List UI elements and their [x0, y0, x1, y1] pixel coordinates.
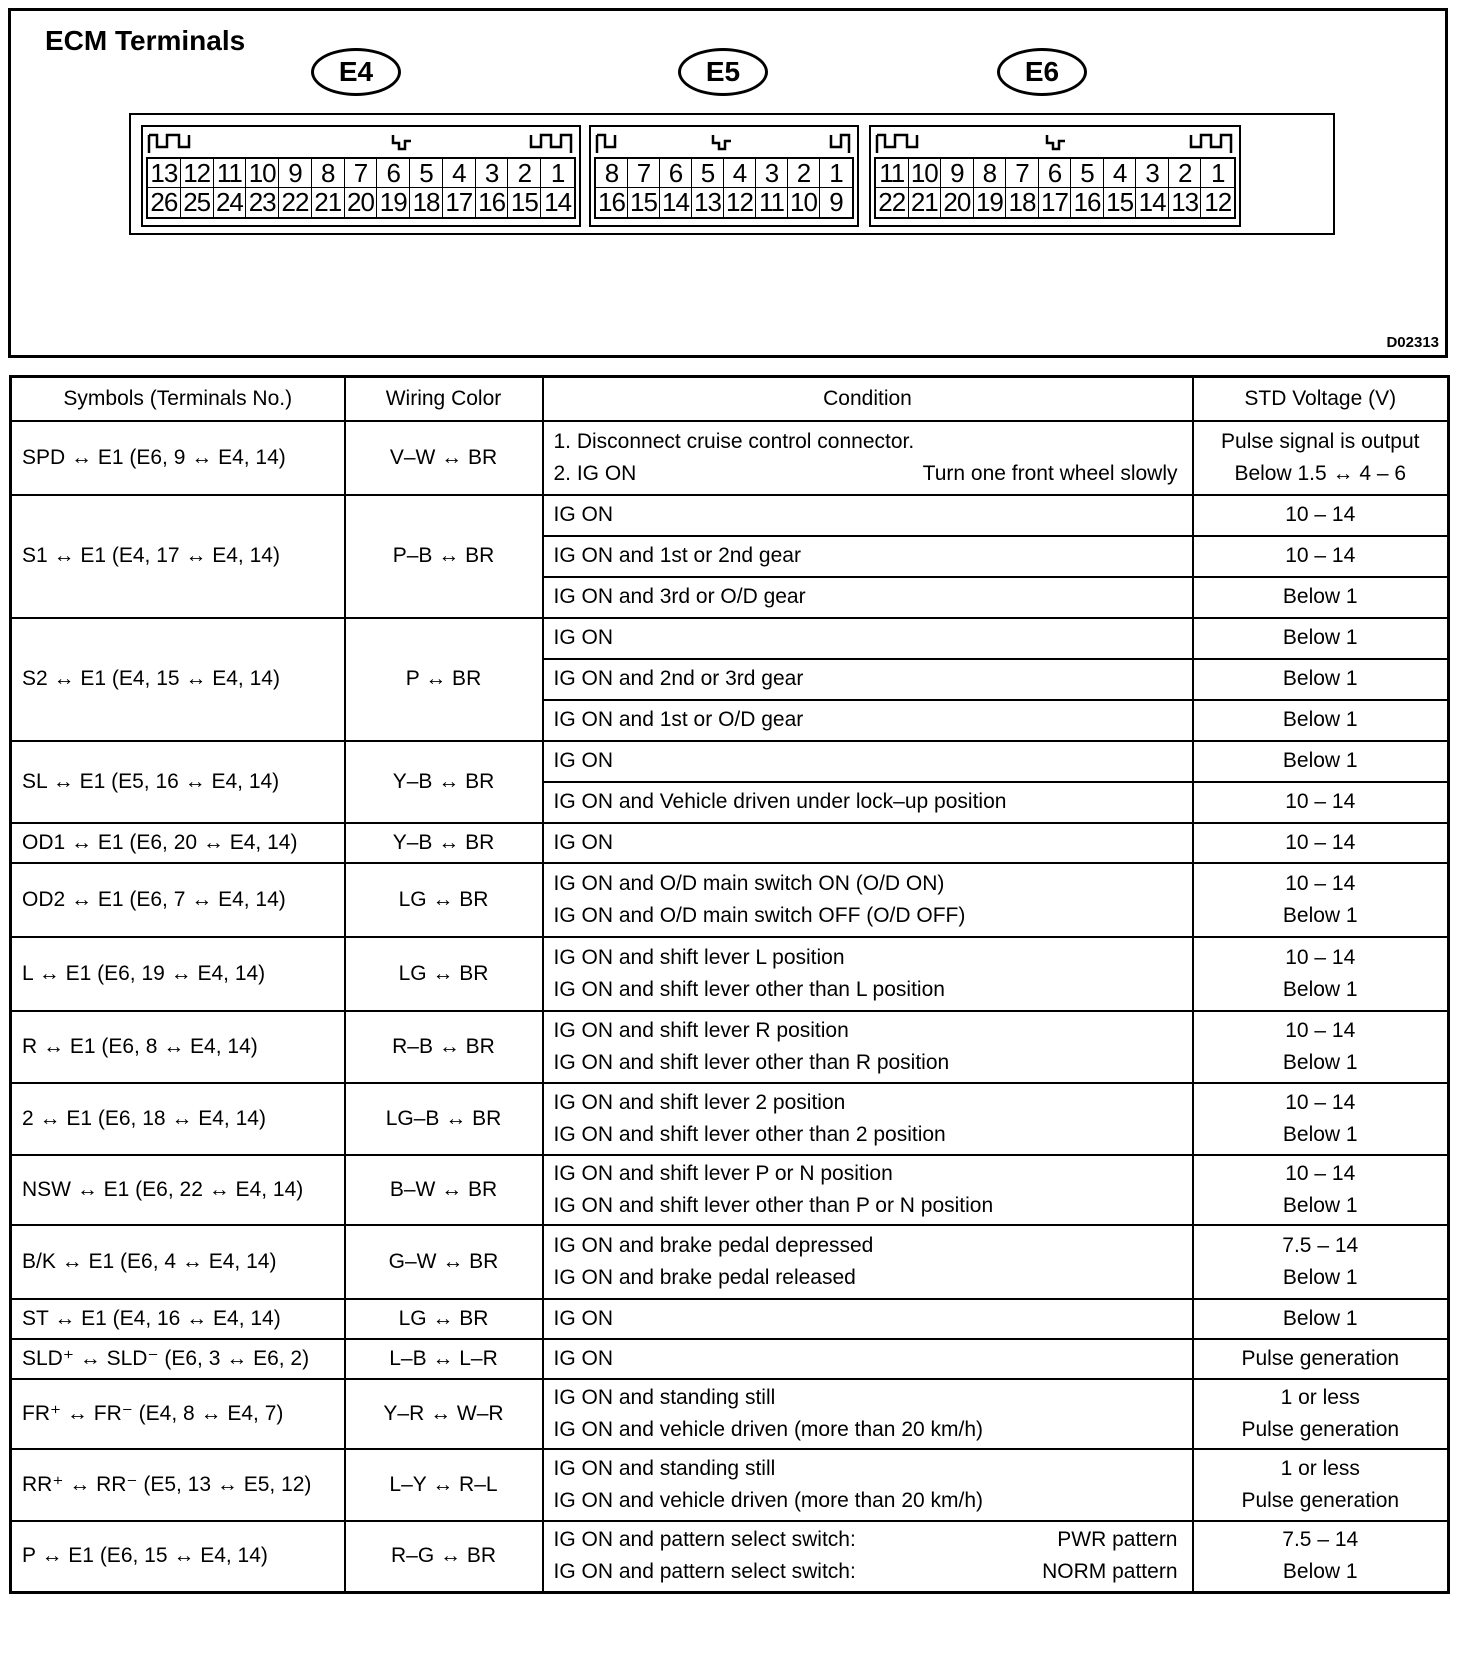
- pin-number: 23: [246, 188, 279, 217]
- std-voltage-value: Below 1: [1282, 626, 1358, 649]
- std-voltage-value: Pulse generation: [1241, 1488, 1400, 1512]
- std-voltage-value: 10 – 14: [1285, 544, 1356, 567]
- condition-text: IG ON and pattern select switch:: [553, 1560, 856, 1584]
- pin-number: 3: [756, 159, 788, 188]
- std-voltage-value: 10 – 14: [1285, 503, 1356, 526]
- condition-note: PWR pattern: [1057, 1528, 1178, 1552]
- pin-number: 5: [1071, 159, 1104, 188]
- condition-cell: [543, 659, 1193, 700]
- pin-number: 7: [345, 159, 378, 188]
- std-voltage-value: 10 – 14: [1285, 1090, 1356, 1114]
- condition-cell: [543, 1155, 1193, 1225]
- condition-text: IG ON and brake pedal depressed: [553, 1233, 874, 1257]
- terminal-symbol: S1 ↔ E1 (E4, 17 ↔ E4, 14): [11, 495, 345, 618]
- wiring-color: LG–B ↔ BR: [345, 1083, 543, 1155]
- pin-number: 16: [476, 188, 509, 217]
- pin-number: 20: [941, 188, 974, 217]
- std-voltage-value: Below 1: [1282, 667, 1358, 690]
- condition-cell: [543, 577, 1193, 618]
- connector-e6: [869, 125, 1241, 227]
- pin-number: 8: [596, 159, 628, 188]
- condition-text: IG ON and pattern select switch:: [553, 1528, 856, 1552]
- pin-number: 6: [1039, 159, 1072, 188]
- condition-text: 1. Disconnect cruise control connector.: [553, 429, 915, 453]
- pin-number: 22: [876, 188, 909, 217]
- condition-text: IG ON: [553, 830, 614, 854]
- table-row: [11, 937, 1449, 1011]
- std-voltage-value: Below 1: [1282, 708, 1358, 731]
- terminal-symbol: P ↔ E1 (E6, 15 ↔ E4, 14): [11, 1521, 345, 1593]
- pin-number: 18: [410, 188, 443, 217]
- condition-text: IG ON: [553, 503, 614, 526]
- pin-number: 1: [541, 159, 574, 188]
- std-voltage-cell: [1193, 1379, 1449, 1449]
- terminal-table-body: [11, 421, 1449, 1593]
- pin-number: 5: [410, 159, 443, 188]
- condition-text: IG ON and shift lever other than P or N position: [553, 1193, 994, 1217]
- wiring-color: L–B ↔ L–R: [345, 1339, 543, 1379]
- connector-housing: [129, 113, 1335, 235]
- pin-number: 8: [312, 159, 345, 188]
- connector-e4-pins: [146, 157, 576, 219]
- std-voltage-value: Below 1.5 ↔ 4 – 6: [1234, 461, 1407, 485]
- terminal-symbol: NSW ↔ E1 (E6, 22 ↔ E4, 14): [11, 1155, 345, 1225]
- std-voltage-value: 10 – 14: [1285, 945, 1356, 969]
- wiring-color: B–W ↔ BR: [345, 1155, 543, 1225]
- terminal-symbol: SLD⁺ ↔ SLD⁻ (E6, 3 ↔ E6, 2): [11, 1339, 345, 1379]
- condition-cell: [543, 421, 1193, 495]
- std-voltage-cell: [1193, 1299, 1449, 1339]
- condition-text: IG ON and O/D main switch ON (O/D ON): [553, 871, 945, 895]
- condition-cell: [543, 1339, 1193, 1379]
- condition-text: IG ON and standing still: [553, 1385, 776, 1409]
- std-voltage-cell: [1193, 1225, 1449, 1299]
- pin-number: 12: [181, 159, 214, 188]
- std-voltage-value: Pulse signal is output: [1221, 429, 1420, 453]
- condition-note: Turn one front wheel slowly: [922, 461, 1178, 485]
- std-voltage-cell: [1193, 700, 1449, 741]
- pin-number: 11: [756, 188, 788, 217]
- pin-number: 7: [1006, 159, 1039, 188]
- wiring-color: Y–B ↔ BR: [345, 823, 543, 863]
- pin-number: 25: [181, 188, 214, 217]
- condition-cell: [543, 495, 1193, 536]
- std-voltage-value: 10 – 14: [1285, 1161, 1356, 1185]
- condition-text: IG ON: [553, 1346, 614, 1370]
- pin-number: 4: [724, 159, 756, 188]
- pin-number: 7: [628, 159, 660, 188]
- pin-number: 22: [279, 188, 312, 217]
- header-symbols: Symbols (Terminals No.): [11, 377, 345, 421]
- condition-line: [554, 1556, 1192, 1588]
- condition-text: IG ON and vehicle driven (more than 20 km/h): [553, 1488, 984, 1512]
- std-voltage-value: 1 or less: [1280, 1456, 1360, 1480]
- condition-cell: [543, 1011, 1193, 1083]
- pin-number: 10: [246, 159, 279, 188]
- terminal-symbol: RR⁺ ↔ RR⁻ (E5, 13 ↔ E5, 12): [11, 1449, 345, 1521]
- pin-number: 2: [508, 159, 541, 188]
- pin-number: 26: [148, 188, 181, 217]
- pin-number: 10: [788, 188, 820, 217]
- std-voltage-value: 10 – 14: [1285, 1018, 1356, 1042]
- std-voltage-value: Below 1: [1282, 903, 1358, 927]
- condition-cell: [543, 1521, 1193, 1593]
- pin-number: 13: [692, 188, 724, 217]
- condition-text: IG ON and 1st or O/D gear: [553, 708, 804, 731]
- table-row: [11, 1225, 1449, 1299]
- std-voltage-value: Below 1: [1282, 1560, 1358, 1584]
- condition-cell: [543, 618, 1193, 659]
- wiring-color: P–B ↔ BR: [345, 495, 543, 618]
- connector-label-e4: E4: [311, 48, 401, 96]
- std-voltage-value: 7.5 – 14: [1282, 1233, 1359, 1257]
- condition-cell: [543, 741, 1193, 782]
- std-voltage-cell: [1193, 782, 1449, 823]
- pin-number: 4: [1104, 159, 1137, 188]
- table-row: [11, 1449, 1449, 1521]
- terminal-table: [9, 375, 1450, 1594]
- std-voltage-cell: [1193, 863, 1449, 937]
- condition-text: IG ON and shift lever P or N position: [553, 1161, 893, 1185]
- std-voltage-cell: [1193, 823, 1449, 863]
- std-voltage-cell: [1193, 1449, 1449, 1521]
- wiring-color: Y–R ↔ W–R: [345, 1379, 543, 1449]
- std-voltage-value: Below 1: [1282, 1050, 1358, 1074]
- pin-number: 15: [628, 188, 660, 217]
- std-voltage-cell: [1193, 1339, 1449, 1379]
- condition-text: IG ON and standing still: [553, 1456, 776, 1480]
- condition-text: 2. IG ON: [553, 461, 637, 485]
- condition-text: IG ON and 2nd or 3rd gear: [553, 667, 804, 690]
- pin-number: 13: [1169, 188, 1202, 217]
- pin-number: 9: [829, 188, 843, 217]
- table-row: [11, 1155, 1449, 1225]
- std-voltage-cell: [1193, 1155, 1449, 1225]
- pin-number: 5: [692, 159, 724, 188]
- wiring-color: LG ↔ BR: [345, 863, 543, 937]
- pin-number: 17: [1039, 188, 1072, 217]
- table-row: [11, 618, 1449, 659]
- condition-text: IG ON: [553, 1306, 614, 1330]
- std-voltage-value: Below 1: [1282, 1306, 1358, 1330]
- header-wiring-color: Wiring Color: [345, 377, 543, 421]
- table-row: [11, 495, 1449, 536]
- terminal-symbol: SL ↔ E1 (E5, 16 ↔ E4, 14): [11, 741, 345, 823]
- condition-cell: [543, 863, 1193, 937]
- pin-number: 18: [1006, 188, 1039, 217]
- connector-e4: [141, 125, 581, 227]
- pin-number: 2: [1169, 159, 1202, 188]
- condition-cell: [543, 536, 1193, 577]
- condition-text: IG ON: [553, 626, 614, 649]
- pin-number: 10: [909, 159, 942, 188]
- condition-text: IG ON: [553, 749, 614, 772]
- table-row: [11, 421, 1449, 495]
- wiring-color: P ↔ BR: [345, 618, 543, 741]
- std-voltage-cell: [1193, 618, 1449, 659]
- pin-number: 9: [941, 159, 974, 188]
- pin-number: 1: [820, 159, 852, 188]
- std-voltage-cell: [1193, 536, 1449, 577]
- pin-number: 14: [544, 188, 572, 217]
- condition-line: [554, 1524, 1192, 1556]
- table-row: [11, 741, 1449, 782]
- pin-number: 21: [312, 188, 345, 217]
- pin-number: 11: [214, 159, 247, 188]
- condition-text: IG ON and brake pedal released: [553, 1265, 856, 1289]
- condition-text: IG ON and 1st or 2nd gear: [553, 544, 801, 567]
- pin-number: 4: [443, 159, 476, 188]
- condition-line: [554, 458, 1192, 490]
- std-voltage-cell: [1193, 937, 1449, 1011]
- condition-text: IG ON and 3rd or O/D gear: [553, 585, 806, 608]
- terminal-symbol: 2 ↔ E1 (E6, 18 ↔ E4, 14): [11, 1083, 345, 1155]
- std-voltage-cell: [1193, 741, 1449, 782]
- std-voltage-value: Below 1: [1282, 585, 1358, 608]
- condition-cell: [543, 1083, 1193, 1155]
- pin-number: 3: [1136, 159, 1169, 188]
- condition-text: IG ON and shift lever other than 2 position: [553, 1122, 946, 1146]
- std-voltage-value: 1 or less: [1280, 1385, 1360, 1409]
- std-voltage-value: Below 1: [1282, 749, 1358, 772]
- pin-number: 14: [1136, 188, 1169, 217]
- pin-number: 6: [660, 159, 692, 188]
- condition-text: IG ON and shift lever R position: [553, 1018, 849, 1042]
- wiring-color: R–G ↔ BR: [345, 1521, 543, 1593]
- std-voltage-value: Below 1: [1282, 977, 1358, 1001]
- table-row: [11, 1521, 1449, 1593]
- std-voltage-cell: [1193, 1083, 1449, 1155]
- table-header-row: [11, 377, 1449, 421]
- figure-code: D02313: [1386, 334, 1439, 351]
- pin-number: 16: [596, 188, 628, 217]
- condition-cell: [543, 823, 1193, 863]
- pin-number: 12: [1204, 188, 1232, 217]
- connector-e6-pins: [874, 157, 1236, 219]
- std-voltage-value: Below 1: [1282, 1265, 1358, 1289]
- std-voltage-cell: [1193, 659, 1449, 700]
- pin-number: 8: [974, 159, 1007, 188]
- pin-number: 16: [1071, 188, 1104, 217]
- condition-cell: [543, 1449, 1193, 1521]
- std-voltage-value: 10 – 14: [1285, 790, 1356, 813]
- condition-cell: [543, 700, 1193, 741]
- connector-label-e5: E5: [678, 48, 768, 96]
- wiring-color: R–B ↔ BR: [345, 1011, 543, 1083]
- diagram-title: ECM Terminals: [45, 25, 246, 56]
- table-row: [11, 1299, 1449, 1339]
- condition-cell: [543, 1379, 1193, 1449]
- std-voltage-cell: [1193, 1011, 1449, 1083]
- std-voltage-value: 10 – 14: [1285, 830, 1356, 854]
- wiring-color: Y–B ↔ BR: [345, 741, 543, 823]
- wiring-color: V–W ↔ BR: [345, 421, 543, 495]
- pin-number: 9: [279, 159, 312, 188]
- condition-note: NORM pattern: [1042, 1560, 1178, 1584]
- header-condition: Condition: [543, 377, 1193, 421]
- pin-number: 17: [443, 188, 476, 217]
- wiring-color: G–W ↔ BR: [345, 1225, 543, 1299]
- table-row: [11, 1083, 1449, 1155]
- std-voltage-value: 7.5 – 14: [1282, 1528, 1359, 1552]
- terminal-symbol: ST ↔ E1 (E4, 16 ↔ E4, 14): [11, 1299, 345, 1339]
- condition-cell: [543, 1225, 1193, 1299]
- std-voltage-value: Below 1: [1282, 1193, 1358, 1217]
- wiring-color: L–Y ↔ R–L: [345, 1449, 543, 1521]
- condition-text: IG ON and shift lever L position: [553, 945, 845, 969]
- terminal-symbol: SPD ↔ E1 (E6, 9 ↔ E4, 14): [11, 421, 345, 495]
- pin-number: 3: [476, 159, 509, 188]
- pin-number: 13: [148, 159, 181, 188]
- connector-e6-latch-keys: [871, 127, 1243, 157]
- condition-text: IG ON and O/D main switch OFF (O/D OFF): [553, 903, 966, 927]
- table-row: [11, 1339, 1449, 1379]
- std-voltage-cell: [1193, 1521, 1449, 1593]
- std-voltage-cell: [1193, 421, 1449, 495]
- connector-e5-latch-keys: [591, 127, 861, 157]
- table-row: [11, 1379, 1449, 1449]
- pin-number: 24: [214, 188, 247, 217]
- condition-cell: [543, 782, 1193, 823]
- condition-text: IG ON and Vehicle driven under lock–up position: [553, 790, 1007, 813]
- terminal-symbol: R ↔ E1 (E6, 8 ↔ E4, 14): [11, 1011, 345, 1083]
- pin-number: 2: [788, 159, 820, 188]
- connector-e4-latch-keys: [143, 127, 583, 157]
- wiring-color: LG ↔ BR: [345, 1299, 543, 1339]
- condition-cell: [543, 1299, 1193, 1339]
- pin-number: 21: [909, 188, 942, 217]
- pin-number: 15: [1104, 188, 1137, 217]
- connector-e5-pins: [594, 157, 854, 219]
- wiring-color: LG ↔ BR: [345, 937, 543, 1011]
- pin-number: 20: [345, 188, 378, 217]
- terminal-symbol: OD1 ↔ E1 (E6, 20 ↔ E4, 14): [11, 823, 345, 863]
- table-row: [11, 863, 1449, 937]
- ecm-terminal-diagram: [8, 8, 1448, 358]
- condition-text: IG ON and vehicle driven (more than 20 km/h): [553, 1417, 984, 1441]
- connector-label-e6: E6: [997, 48, 1087, 96]
- pin-number: 19: [377, 188, 410, 217]
- std-voltage-value: Below 1: [1282, 1122, 1358, 1146]
- terminal-symbol: B/K ↔ E1 (E6, 4 ↔ E4, 14): [11, 1225, 345, 1299]
- condition-text: IG ON and shift lever other than L position: [553, 977, 945, 1001]
- pin-number: 1: [1201, 159, 1234, 188]
- std-voltage-cell: [1193, 495, 1449, 536]
- pin-number: 15: [508, 188, 541, 217]
- terminal-symbol: L ↔ E1 (E6, 19 ↔ E4, 14): [11, 937, 345, 1011]
- condition-text: IG ON and shift lever 2 position: [553, 1090, 846, 1114]
- condition-cell: [543, 937, 1193, 1011]
- terminal-symbol: FR⁺ ↔ FR⁻ (E4, 8 ↔ E4, 7): [11, 1379, 345, 1449]
- condition-text: IG ON and shift lever other than R position: [553, 1050, 950, 1074]
- table-row: [11, 1011, 1449, 1083]
- terminal-symbol: OD2 ↔ E1 (E6, 7 ↔ E4, 14): [11, 863, 345, 937]
- std-voltage-cell: [1193, 577, 1449, 618]
- terminal-symbol: S2 ↔ E1 (E4, 15 ↔ E4, 14): [11, 618, 345, 741]
- pin-number: 12: [724, 188, 756, 217]
- table-row: [11, 823, 1449, 863]
- pin-number: 6: [377, 159, 410, 188]
- pin-number: 19: [974, 188, 1007, 217]
- std-voltage-value: 10 – 14: [1285, 871, 1356, 895]
- connector-e5: [589, 125, 859, 227]
- std-voltage-value: Pulse generation: [1241, 1417, 1400, 1441]
- header-std-voltage: STD Voltage (V): [1193, 377, 1449, 421]
- std-voltage-value: Pulse generation: [1241, 1346, 1400, 1370]
- pin-number: 14: [660, 188, 692, 217]
- pin-number: 11: [876, 159, 909, 188]
